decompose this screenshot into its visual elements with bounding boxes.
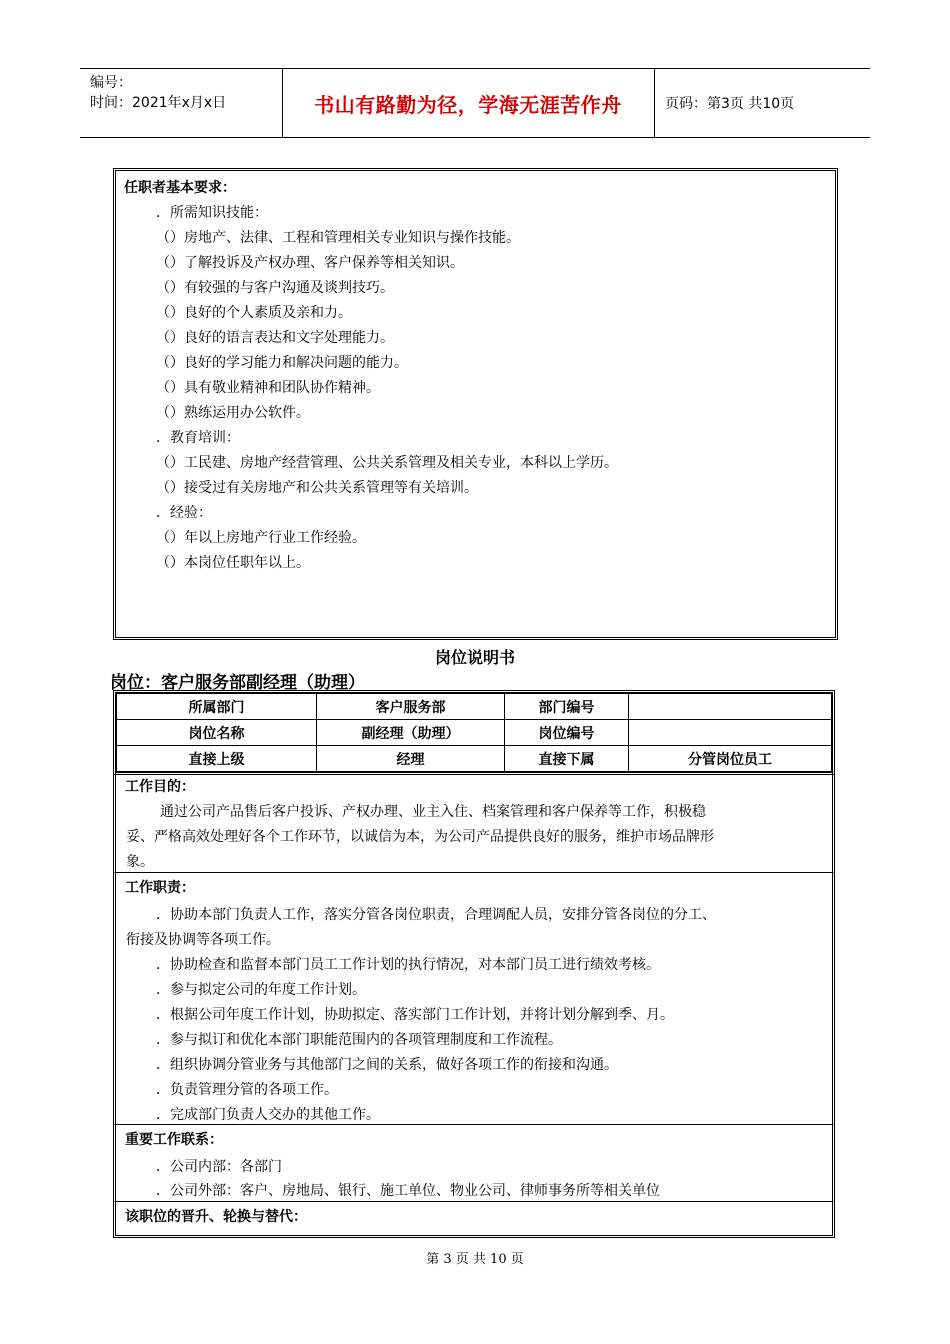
requirements-line: ．教育培训： xyxy=(156,430,240,446)
duties-section xyxy=(113,873,835,1125)
requirements-line: （）良好的个人素质及亲和力。 xyxy=(156,305,352,321)
table-cell: 直接下属 xyxy=(505,746,629,772)
page-footer: 第 3 页 共 10 页 xyxy=(426,1252,524,1267)
duties-line: ．组织协调分管业务与其他部门之间的关系，做好各项工作的衔接和沟通。 xyxy=(156,1057,618,1073)
table-cell: 直接上级 xyxy=(117,746,317,772)
contacts-section xyxy=(113,1125,835,1202)
contacts-line: ．公司内部：各部门 xyxy=(156,1159,282,1175)
requirements-line: ．经验： xyxy=(156,505,212,521)
document-title: 岗位说明书 xyxy=(434,648,515,667)
requirements-line: （）良好的学习能力和解决问题的能力。 xyxy=(156,355,408,371)
duties-line: ．完成部门负责人交办的其他工作。 xyxy=(156,1107,380,1123)
table-cell xyxy=(629,720,832,746)
duties-line: ．协助检查和监督本部门员工工作计划的执行情况，对本部门员工进行绩效考核。 xyxy=(156,957,660,973)
requirements-line: （）本岗位任职年以上。 xyxy=(156,555,310,571)
table-cell: 所属部门 xyxy=(117,694,317,720)
table-cell: 部门编号 xyxy=(505,694,629,720)
requirements-line: （）良好的语言表达和文字处理能力。 xyxy=(156,330,394,346)
purpose-section xyxy=(113,772,835,873)
requirements-line: （）房地产、法律、工程和管理相关专业知识与操作技能。 xyxy=(156,230,520,246)
header-meta xyxy=(90,73,226,113)
table-row xyxy=(117,720,832,746)
duties-line: ．根据公司年度工作计划，协助拟定、落实部门工作计划，并将计划分解到季、月。 xyxy=(156,1007,674,1023)
contacts-title: 重要工作联系： xyxy=(125,1132,223,1148)
requirements-box xyxy=(113,168,838,640)
requirements-line: （）工民建、房地产经营管理、公共关系管理及相关专业，本科以上学历。 xyxy=(156,455,618,471)
requirements-line: （）具有敬业精神和团队协作精神。 xyxy=(156,380,380,396)
position-title: 岗位：客户服务部副经理（助理） xyxy=(110,673,365,693)
position-info-table xyxy=(113,690,835,775)
page-header xyxy=(80,68,870,138)
duties-line: ．参与拟定公司的年度工作计划。 xyxy=(156,982,366,998)
table-cell xyxy=(629,694,832,720)
date-label: 时间：2021年x月x日 xyxy=(90,95,227,111)
contacts-line: ．公司外部：客户、房地局、银行、施工单位、物业公司、律师事务所等相关单位 xyxy=(156,1183,660,1199)
table-cell: 经理 xyxy=(317,746,505,772)
table-row xyxy=(117,694,832,720)
requirements-line: （）接受过有关房地产和公共关系管理等有关培训。 xyxy=(156,480,478,496)
promotion-section xyxy=(113,1202,835,1238)
duties-line: ．负责管理分管的各项工作。 xyxy=(156,1082,338,1098)
table-cell: 副经理（助理） xyxy=(317,720,505,746)
purpose-line: 妥、严格高效处理好各个工作环节，以诚信为本，为公司产品提供良好的服务，维护市场品牌形 xyxy=(126,829,714,845)
requirements-line: （）了解投诉及产权办理、客户保养等相关知识。 xyxy=(156,255,464,271)
duties-line: ．参与拟订和优化本部门职能范围内的各项管理制度和工作流程。 xyxy=(156,1032,562,1048)
number-label: 编号： xyxy=(90,75,132,91)
table-row xyxy=(117,746,832,772)
requirements-line: ．所需知识技能： xyxy=(156,205,268,221)
table-cell: 客户服务部 xyxy=(317,694,505,720)
header-page-info: 页码：第3页 共10页 xyxy=(665,96,795,112)
header-divider xyxy=(654,69,655,137)
requirements-line: （）熟练运用办公软件。 xyxy=(156,405,310,421)
table-cell: 岗位名称 xyxy=(117,720,317,746)
table-cell: 岗位编号 xyxy=(505,720,629,746)
promotion-title: 该职位的晋升、轮换与替代： xyxy=(125,1209,307,1225)
requirements-line: （）有较强的与客户沟通及谈判技巧。 xyxy=(156,280,394,296)
purpose-line: 象。 xyxy=(126,854,154,870)
requirements-line: （）年以上房地产行业工作经验。 xyxy=(156,530,366,546)
duties-title: 工作职责： xyxy=(125,880,195,896)
duties-line: 衔接及协调等各项工作。 xyxy=(126,932,280,948)
duties-line: ．协助本部门负责人工作，落实分管各岗位职责，合理调配人员，安排分管各岗位的分工、 xyxy=(156,907,716,923)
table-cell: 分管岗位员工 xyxy=(629,746,832,772)
purpose-line: 通过公司产品售后客户投诉、产权办理、业主入住、档案管理和客户保养等工作，积极稳 xyxy=(160,804,706,820)
header-motto: 书山有路勤为径，学海无涯苦作舟 xyxy=(314,92,622,117)
requirements-title: 任职者基本要求： xyxy=(124,180,236,196)
purpose-title: 工作目的： xyxy=(125,779,195,795)
